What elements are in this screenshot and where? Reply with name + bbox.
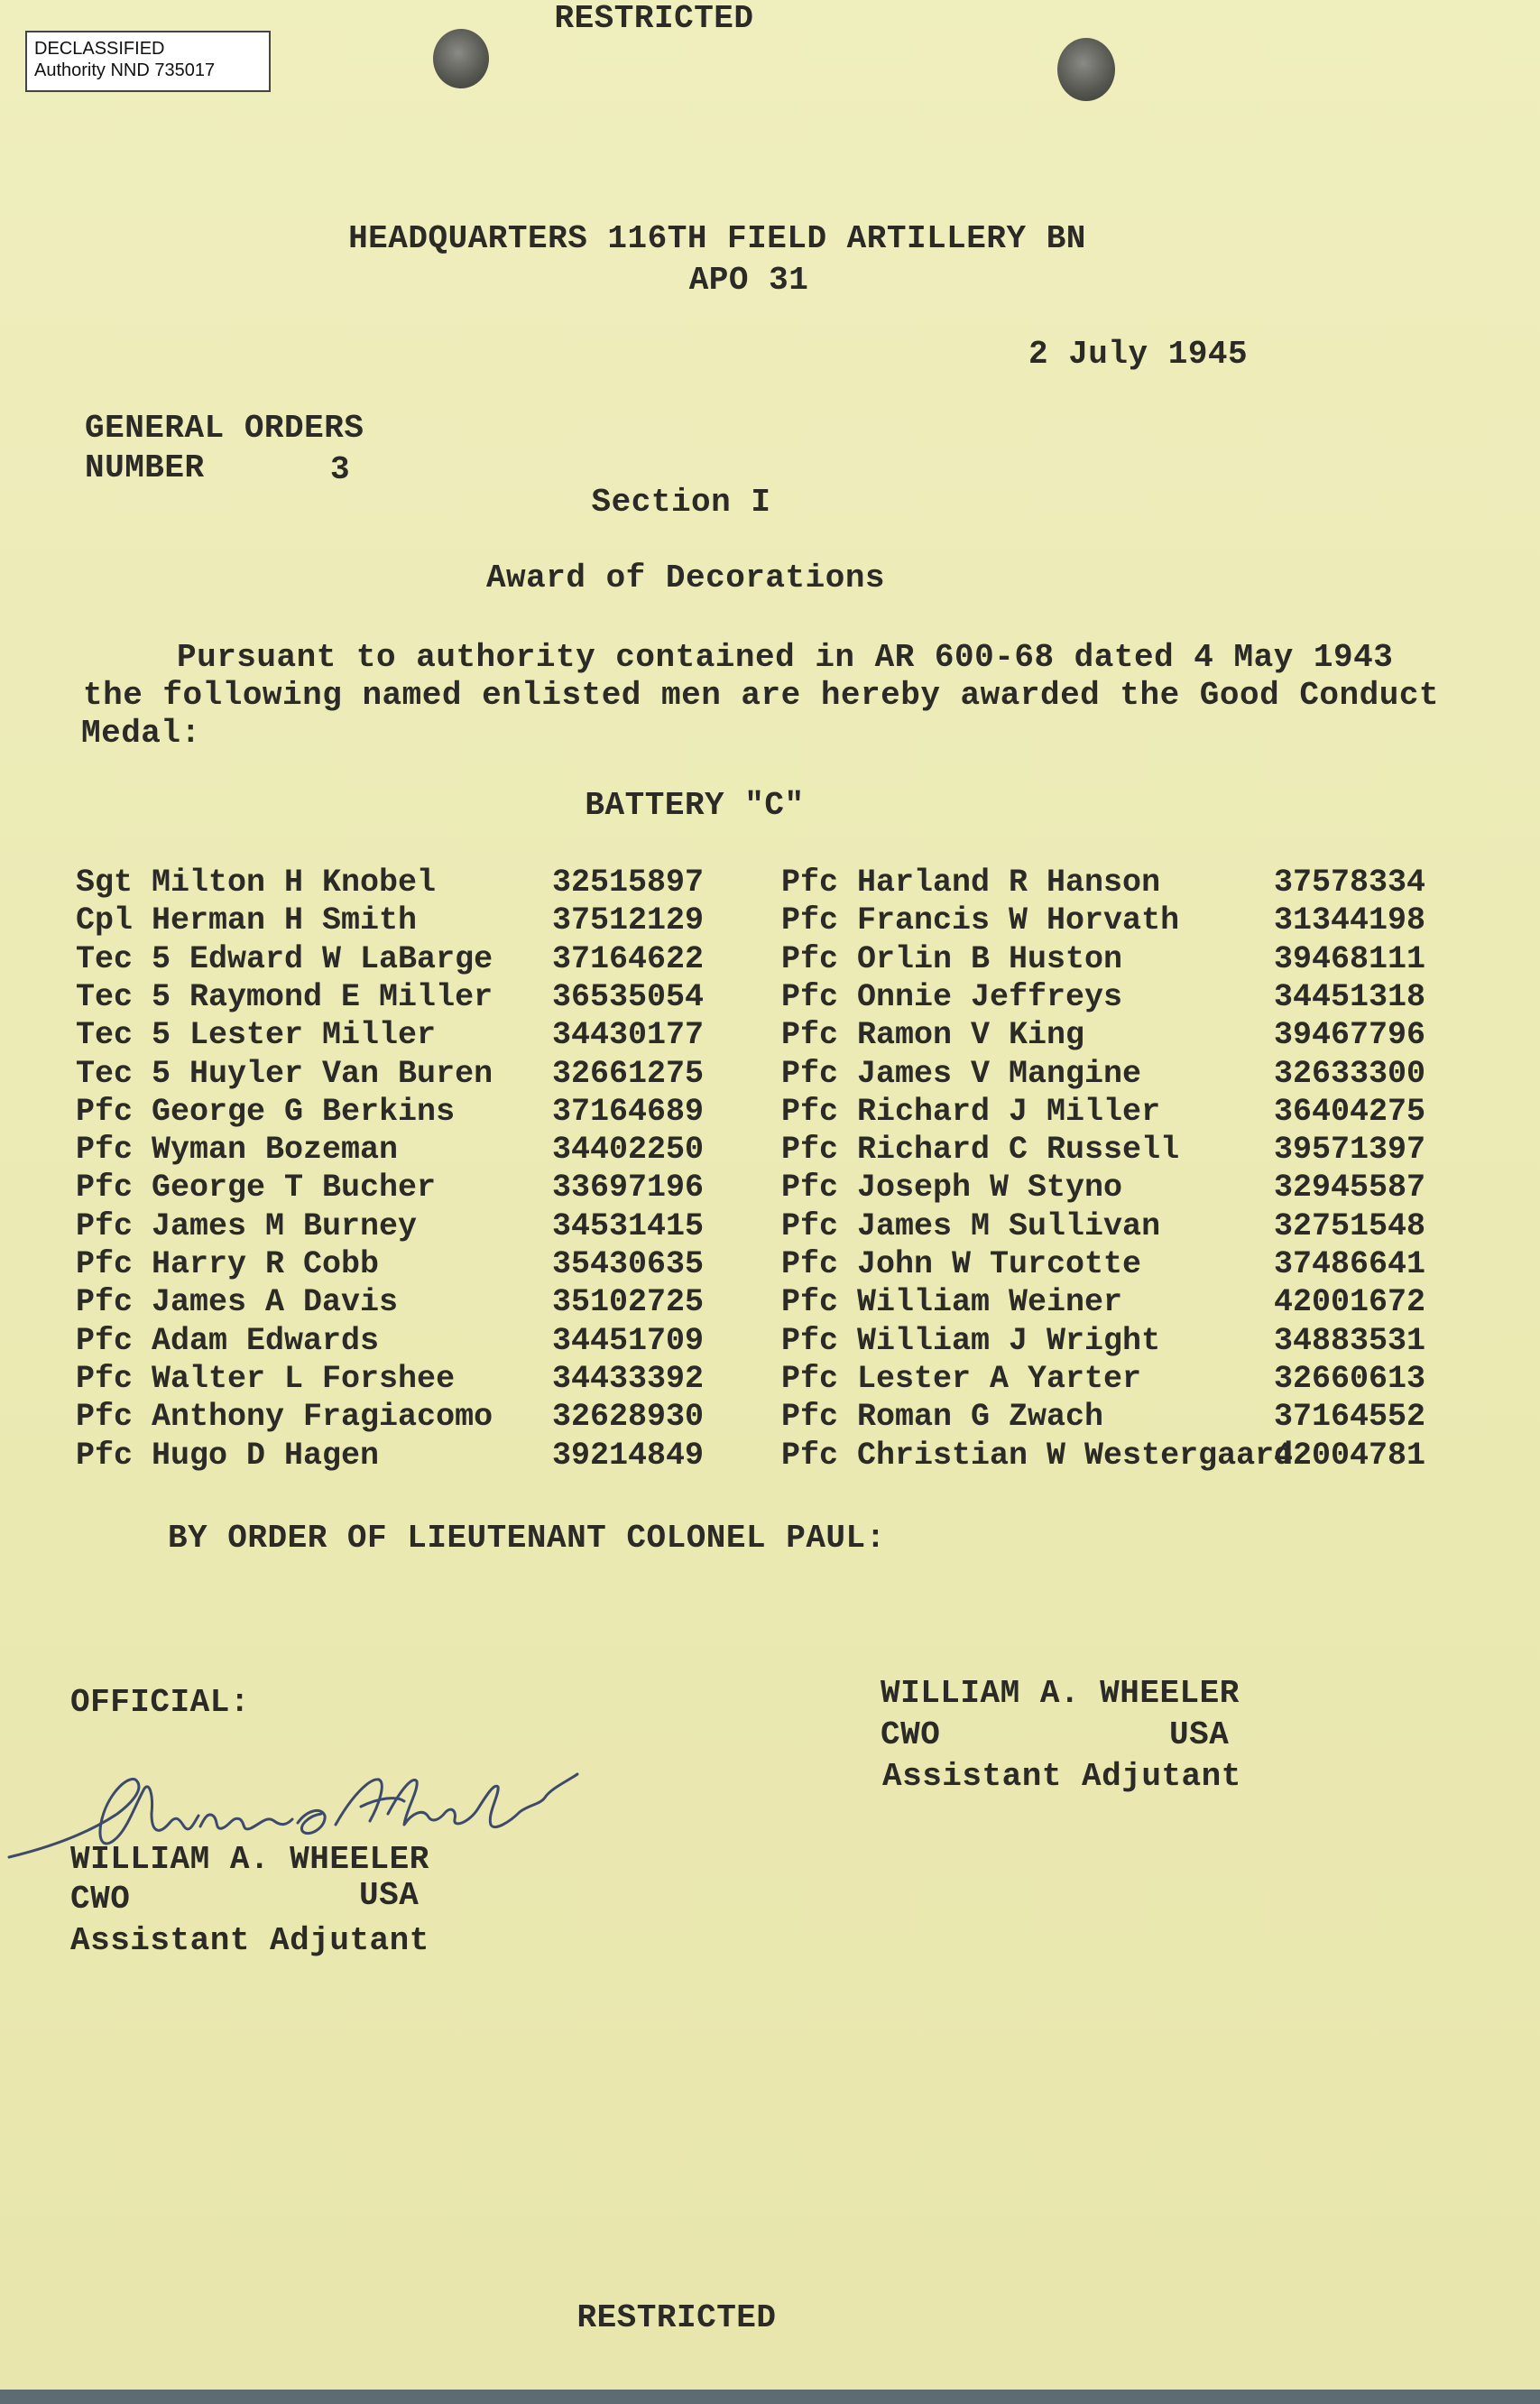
awardee-name: Pfc George G Berkins: [76, 1093, 456, 1130]
awardee-name: Tec 5 Lester Miller: [76, 1017, 437, 1054]
body-line-2: the following named enlisted men are hereby awarded the Good Conduct: [83, 677, 1440, 714]
awardee-name: Pfc William Weiner: [781, 1284, 1123, 1321]
subject-title: Award of Decorations: [485, 559, 886, 596]
awardee-serial-number: 36404275: [1274, 1093, 1426, 1130]
awardee-serial-number: 31344198: [1274, 902, 1426, 939]
awardee-serial-number: 37164689: [552, 1093, 705, 1130]
awardee-name: Pfc James M Sullivan: [781, 1207, 1161, 1244]
awardee-serial-number: 34433392: [552, 1360, 705, 1397]
awardee-name: Tec 5 Raymond E Miller: [76, 978, 493, 1015]
awardee-name: Pfc Harry R Cobb: [76, 1246, 380, 1282]
awardee-name: Pfc Wyman Bozeman: [76, 1132, 399, 1169]
awardee-name: Pfc Onnie Jeffreys: [781, 978, 1123, 1015]
awardee-serial-number: 34430177: [552, 1017, 705, 1054]
awardee-name: Pfc Francis W Horvath: [781, 902, 1180, 939]
awardee-name: Pfc Hugo D Hagen: [76, 1437, 380, 1474]
awardee-serial-number: 32661275: [552, 1055, 705, 1092]
awardee-name: Pfc Richard J Miller: [781, 1093, 1161, 1130]
awardee-serial-number: 32628930: [552, 1399, 705, 1436]
header-date: 2 July 1945: [1028, 336, 1249, 373]
awardee-name: Pfc Ramon V King: [781, 1017, 1085, 1054]
punch-hole-left: [433, 29, 489, 88]
awardee-serial-number: 37164552: [1274, 1399, 1426, 1436]
restricted-bottom: RESTRICTED: [576, 2299, 777, 2336]
awardee-serial-number: 37512129: [552, 902, 705, 939]
signature-left-rank: CWO: [70, 1881, 131, 1918]
order-number: 3: [330, 451, 351, 488]
awardee-name: Pfc George T Bucher: [76, 1170, 437, 1207]
awardee-serial-number: 32751548: [1274, 1207, 1426, 1244]
awardee-name: Pfc James M Burney: [76, 1207, 418, 1244]
restricted-top: RESTRICTED: [554, 0, 754, 37]
awardee-name: Cpl Herman H Smith: [76, 902, 418, 939]
declassified-stamp: [25, 31, 271, 92]
header-apo: APO 31: [688, 262, 809, 299]
official-label: OFFICIAL:: [70, 1684, 250, 1721]
awardee-serial-number: 34451318: [1274, 978, 1426, 1015]
awardee-name: Pfc William J Wright: [781, 1322, 1161, 1359]
signature-right-name: WILLIAM A. WHEELER: [881, 1675, 1240, 1712]
number-label: NUMBER: [85, 449, 205, 486]
awardee-name: Pfc John W Turcotte: [781, 1246, 1142, 1282]
awardee-serial-number: 34402250: [552, 1132, 705, 1169]
awardee-serial-number: 35430635: [552, 1246, 705, 1282]
awardee-name: Pfc Roman G Zwach: [781, 1399, 1104, 1436]
awardee-name: Pfc Walter L Forshee: [76, 1360, 456, 1397]
awardee-name: Tec 5 Huyler Van Buren: [76, 1055, 493, 1092]
header-unit: HEADQUARTERS 116TH FIELD ARTILLERY BN: [348, 220, 1086, 257]
awardee-serial-number: 32515897: [552, 865, 705, 901]
awardee-serial-number: 42001672: [1274, 1284, 1426, 1321]
awardee-name: Pfc Orlin B Huston: [781, 940, 1123, 977]
signature-right-rank: CWO: [881, 1716, 941, 1753]
battery-heading: BATTERY "C": [585, 787, 805, 824]
awardee-name: Pfc Lester A Yarter: [781, 1360, 1142, 1397]
awardee-name: Pfc Joseph W Styno: [781, 1170, 1123, 1207]
body-line-3: Medal:: [81, 715, 201, 752]
awardee-serial-number: 39214849: [552, 1437, 705, 1474]
signature-left-branch: USA: [359, 1877, 420, 1914]
awardee-name: Sgt Milton H Knobel: [76, 865, 437, 901]
awardee-serial-number: 39571397: [1274, 1132, 1426, 1169]
stamp-line-1: DECLASSIFIED: [34, 39, 165, 59]
awardee-serial-number: 39468111: [1274, 940, 1426, 977]
signature-left-title: Assistant Adjutant: [70, 1922, 429, 1959]
awardee-serial-number: 33697196: [552, 1170, 705, 1207]
awardee-serial-number: 35102725: [552, 1284, 705, 1321]
awardee-serial-number: 32660613: [1274, 1360, 1426, 1397]
awardee-name: Tec 5 Edward W LaBarge: [76, 940, 493, 977]
awardee-serial-number: 32945587: [1274, 1170, 1426, 1207]
signature-left-name: WILLIAM A. WHEELER: [70, 1841, 429, 1878]
punch-hole-right: [1057, 38, 1115, 101]
by-order-line: BY ORDER OF LIEUTENANT COLONEL PAUL:: [168, 1520, 886, 1557]
body-line-1: Pursuant to authority contained in AR 600-68 dated 4 May 1943: [177, 639, 1394, 676]
awardee-serial-number: 34883531: [1274, 1322, 1426, 1359]
awardee-name: Pfc Christian W Westergaard: [781, 1437, 1294, 1474]
awardee-name: Pfc Adam Edwards: [76, 1322, 380, 1359]
awardee-serial-number: 37486641: [1274, 1246, 1426, 1282]
awardee-name: Pfc James A Davis: [76, 1284, 399, 1321]
awardee-serial-number: 37578334: [1274, 865, 1426, 901]
section-title: Section I: [591, 484, 771, 521]
awardee-serial-number: 34531415: [552, 1207, 705, 1244]
general-orders-label: GENERAL ORDERS: [85, 410, 364, 447]
signature-right-branch: USA: [1169, 1716, 1230, 1753]
stamp-line-2: Authority NND 735017: [34, 60, 216, 80]
awardee-serial-number: 36535054: [552, 978, 705, 1015]
awardee-name: Pfc James V Mangine: [781, 1055, 1142, 1092]
awardee-name: Pfc Anthony Fragiacomo: [76, 1399, 493, 1436]
awardee-serial-number: 39467796: [1274, 1017, 1426, 1054]
awardee-name: Pfc Richard C Russell: [781, 1132, 1180, 1169]
awardee-name: Pfc Harland R Hanson: [781, 865, 1161, 901]
awardee-serial-number: 34451709: [552, 1322, 705, 1359]
awardee-serial-number: 42004781: [1274, 1437, 1426, 1474]
awardee-serial-number: 32633300: [1274, 1055, 1426, 1092]
awardee-serial-number: 37164622: [552, 940, 705, 977]
signature-right-title: Assistant Adjutant: [882, 1758, 1241, 1795]
